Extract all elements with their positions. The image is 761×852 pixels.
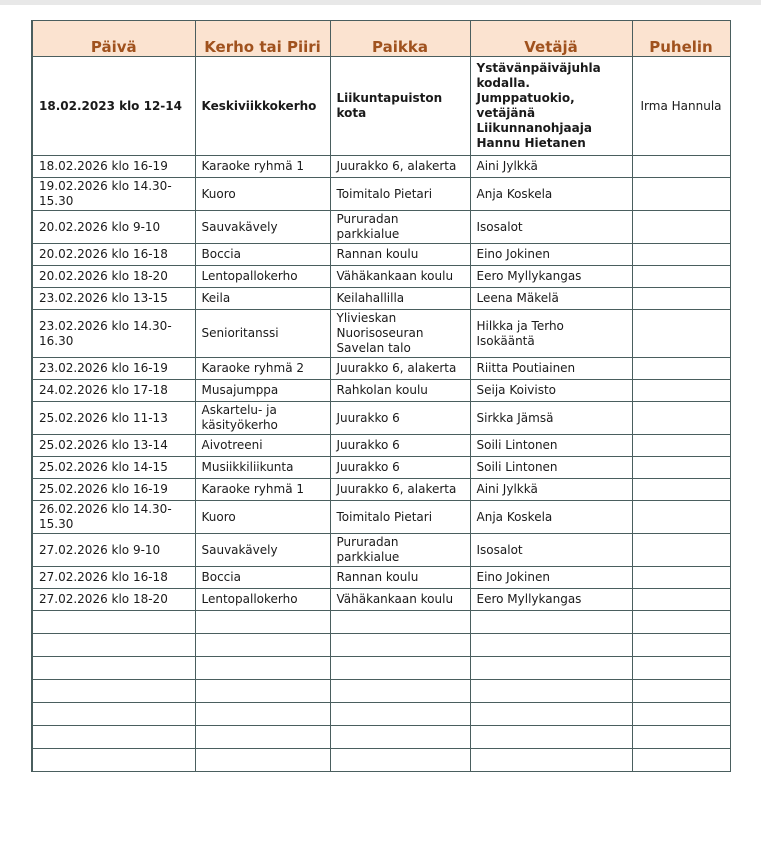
cell-paikka: Rahkolan koulu	[330, 380, 470, 402]
cell-vetaja: Sirkka Jämsä	[470, 402, 632, 435]
cell-vetaja: Eero Myllykangas	[470, 589, 632, 611]
cell-vetaja: Aini Jylkkä	[470, 479, 632, 501]
empty-cell	[330, 657, 470, 680]
cell-paikka: Keilahallilla	[330, 288, 470, 310]
cell-puhelin	[632, 288, 730, 310]
cell-puhelin	[632, 402, 730, 435]
empty-cell	[632, 703, 730, 726]
empty-cell	[470, 749, 632, 772]
cell-vetaja: Eino Jokinen	[470, 567, 632, 589]
cell-paikka: Juurakko 6, alakerta	[330, 358, 470, 380]
empty-cell	[195, 703, 330, 726]
cell-puhelin: Irma Hannula	[632, 57, 730, 156]
table-row	[32, 589, 730, 611]
cell-paikka: Juurakko 6	[330, 457, 470, 479]
header-paiva: Päivä	[32, 21, 195, 57]
empty-cell	[470, 703, 632, 726]
empty-row	[32, 657, 730, 680]
table-row	[32, 288, 730, 310]
header-paikka: Paikka	[330, 21, 470, 57]
cell-vetaja: Anja Koskela	[470, 178, 632, 211]
cell-kerho: Lentopallokerho	[195, 589, 330, 611]
cell-paikka: Ylivieskan Nuorisoseuran Savelan talo	[330, 310, 470, 358]
cell-paikka: Juurakko 6, alakerta	[330, 156, 470, 178]
cell-paiva: 23.02.2026 klo 16-19	[32, 358, 195, 380]
cell-kerho: Aivotreeni	[195, 435, 330, 457]
empty-row	[32, 726, 730, 749]
table-row	[32, 402, 730, 435]
cell-paiva: 24.02.2026 klo 17-18	[32, 380, 195, 402]
empty-row	[32, 611, 730, 634]
cell-puhelin	[632, 358, 730, 380]
cell-paiva: 23.02.2026 klo 13-15	[32, 288, 195, 310]
cell-paiva: 27.02.2026 klo 9-10	[32, 534, 195, 567]
cell-puhelin	[632, 567, 730, 589]
cell-vetaja: Seija Koivisto	[470, 380, 632, 402]
cell-vetaja: Anja Koskela	[470, 501, 632, 534]
cell-paikka: Juurakko 6	[330, 435, 470, 457]
cell-puhelin	[632, 479, 730, 501]
empty-row	[32, 680, 730, 703]
cell-vetaja: Hilkka ja Terho Isokääntä	[470, 310, 632, 358]
cell-puhelin	[632, 435, 730, 457]
cell-paiva: 18.02.2023 klo 12-14	[32, 57, 195, 156]
cell-kerho: Askartelu- ja käsityökerho	[195, 402, 330, 435]
cell-paikka: Juurakko 6, alakerta	[330, 479, 470, 501]
cell-kerho: Boccia	[195, 244, 330, 266]
cell-puhelin	[632, 156, 730, 178]
cell-paiva: 25.02.2026 klo 13-14	[32, 435, 195, 457]
table-row	[32, 457, 730, 479]
cell-vetaja: Isosalot	[470, 211, 632, 244]
table-row	[32, 178, 730, 211]
header-row	[32, 21, 730, 57]
cell-vetaja: Riitta Poutiainen	[470, 358, 632, 380]
top-edge	[0, 0, 761, 5]
empty-cell	[470, 680, 632, 703]
header-puhelin: Puhelin	[632, 21, 730, 57]
cell-paiva: 20.02.2026 klo 9-10	[32, 211, 195, 244]
cell-paiva: 25.02.2026 klo 11-13	[32, 402, 195, 435]
cell-puhelin	[632, 178, 730, 211]
cell-paiva: 23.02.2026 klo 14.30-16.30	[32, 310, 195, 358]
table-row	[32, 358, 730, 380]
cell-vetaja: Soili Lintonen	[470, 457, 632, 479]
cell-puhelin	[632, 501, 730, 534]
cell-kerho: Karaoke ryhmä 1	[195, 479, 330, 501]
cell-paiva: 19.02.2026 klo 14.30-15.30	[32, 178, 195, 211]
empty-cell	[32, 657, 195, 680]
empty-row	[32, 634, 730, 657]
cell-vetaja: Ystävänpäiväjuhla kodalla. Jumppatuokio, vetäjänä Liikunnanohjaaja Hannu Hietanen	[470, 57, 632, 156]
table-row	[32, 534, 730, 567]
cell-paiva: 18.02.2026 klo 16-19	[32, 156, 195, 178]
cell-vetaja: Soili Lintonen	[470, 435, 632, 457]
empty-cell	[632, 680, 730, 703]
table-row	[32, 479, 730, 501]
header-kerho: Kerho tai Piiri	[195, 21, 330, 57]
table-row	[32, 156, 730, 178]
empty-cell	[632, 634, 730, 657]
cell-paikka: Juurakko 6	[330, 402, 470, 435]
empty-cell	[195, 634, 330, 657]
table-row	[32, 567, 730, 589]
cell-paiva: 20.02.2026 klo 16-18	[32, 244, 195, 266]
empty-row	[32, 749, 730, 772]
empty-cell	[32, 611, 195, 634]
table-row	[32, 310, 730, 358]
cell-kerho: Kuoro	[195, 501, 330, 534]
empty-cell	[32, 703, 195, 726]
empty-cell	[330, 749, 470, 772]
cell-paikka: Rannan koulu	[330, 567, 470, 589]
featured-row	[32, 57, 730, 156]
empty-cell	[32, 680, 195, 703]
cell-paikka: Pururadan parkkialue	[330, 534, 470, 567]
empty-cell	[195, 657, 330, 680]
cell-kerho: Karaoke ryhmä 1	[195, 156, 330, 178]
cell-paikka: Vähäkankaan koulu	[330, 266, 470, 288]
table-row	[32, 501, 730, 534]
cell-kerho: Sauvakävely	[195, 211, 330, 244]
cell-kerho: Lentopallokerho	[195, 266, 330, 288]
cell-puhelin	[632, 244, 730, 266]
empty-cell	[470, 611, 632, 634]
cell-paiva: 27.02.2026 klo 18-20	[32, 589, 195, 611]
cell-kerho: Boccia	[195, 567, 330, 589]
empty-cell	[195, 611, 330, 634]
empty-cell	[32, 749, 195, 772]
cell-vetaja: Leena Mäkelä	[470, 288, 632, 310]
table-row	[32, 211, 730, 244]
empty-cell	[195, 680, 330, 703]
cell-kerho: Kuoro	[195, 178, 330, 211]
cell-paikka: Toimitalo Pietari	[330, 178, 470, 211]
cell-paikka: Liikuntapuiston kota	[330, 57, 470, 156]
cell-paiva: 20.02.2026 klo 18-20	[32, 266, 195, 288]
cell-kerho: Keila	[195, 288, 330, 310]
empty-cell	[330, 703, 470, 726]
cell-puhelin	[632, 266, 730, 288]
cell-puhelin	[632, 380, 730, 402]
header-vetaja: Vetäjä	[470, 21, 632, 57]
cell-paikka: Rannan koulu	[330, 244, 470, 266]
empty-cell	[470, 726, 632, 749]
empty-cell	[470, 634, 632, 657]
empty-cell	[632, 611, 730, 634]
cell-paiva: 26.02.2026 klo 14.30-15.30	[32, 501, 195, 534]
cell-kerho: Keskiviikkokerho	[195, 57, 330, 156]
cell-vetaja: Eino Jokinen	[470, 244, 632, 266]
empty-cell	[470, 657, 632, 680]
empty-cell	[632, 657, 730, 680]
cell-paikka: Toimitalo Pietari	[330, 501, 470, 534]
cell-kerho: Senioritanssi	[195, 310, 330, 358]
cell-puhelin	[632, 589, 730, 611]
empty-cell	[195, 749, 330, 772]
empty-cell	[330, 680, 470, 703]
empty-cell	[330, 634, 470, 657]
table-row	[32, 266, 730, 288]
empty-cell	[32, 726, 195, 749]
cell-puhelin	[632, 534, 730, 567]
cell-vetaja: Isosalot	[470, 534, 632, 567]
cell-paikka: Vähäkankaan koulu	[330, 589, 470, 611]
table-row	[32, 380, 730, 402]
empty-cell	[632, 726, 730, 749]
cell-paiva: 25.02.2026 klo 16-19	[32, 479, 195, 501]
empty-cell	[32, 634, 195, 657]
table-row	[32, 435, 730, 457]
cell-puhelin	[632, 211, 730, 244]
cell-puhelin	[632, 310, 730, 358]
empty-cell	[330, 726, 470, 749]
empty-row	[32, 703, 730, 726]
empty-cell	[632, 749, 730, 772]
cell-vetaja: Aini Jylkkä	[470, 156, 632, 178]
cell-kerho: Musiikkiliikunta	[195, 457, 330, 479]
cell-kerho: Sauvakävely	[195, 534, 330, 567]
empty-cell	[195, 726, 330, 749]
cell-kerho: Musajumppa	[195, 380, 330, 402]
cell-vetaja: Eero Myllykangas	[470, 266, 632, 288]
cell-puhelin	[632, 457, 730, 479]
cell-kerho: Karaoke ryhmä 2	[195, 358, 330, 380]
schedule-table	[31, 20, 731, 772]
empty-cell	[330, 611, 470, 634]
cell-paiva: 25.02.2026 klo 14-15	[32, 457, 195, 479]
table-row	[32, 244, 730, 266]
cell-paiva: 27.02.2026 klo 16-18	[32, 567, 195, 589]
cell-paikka: Pururadan parkkialue	[330, 211, 470, 244]
